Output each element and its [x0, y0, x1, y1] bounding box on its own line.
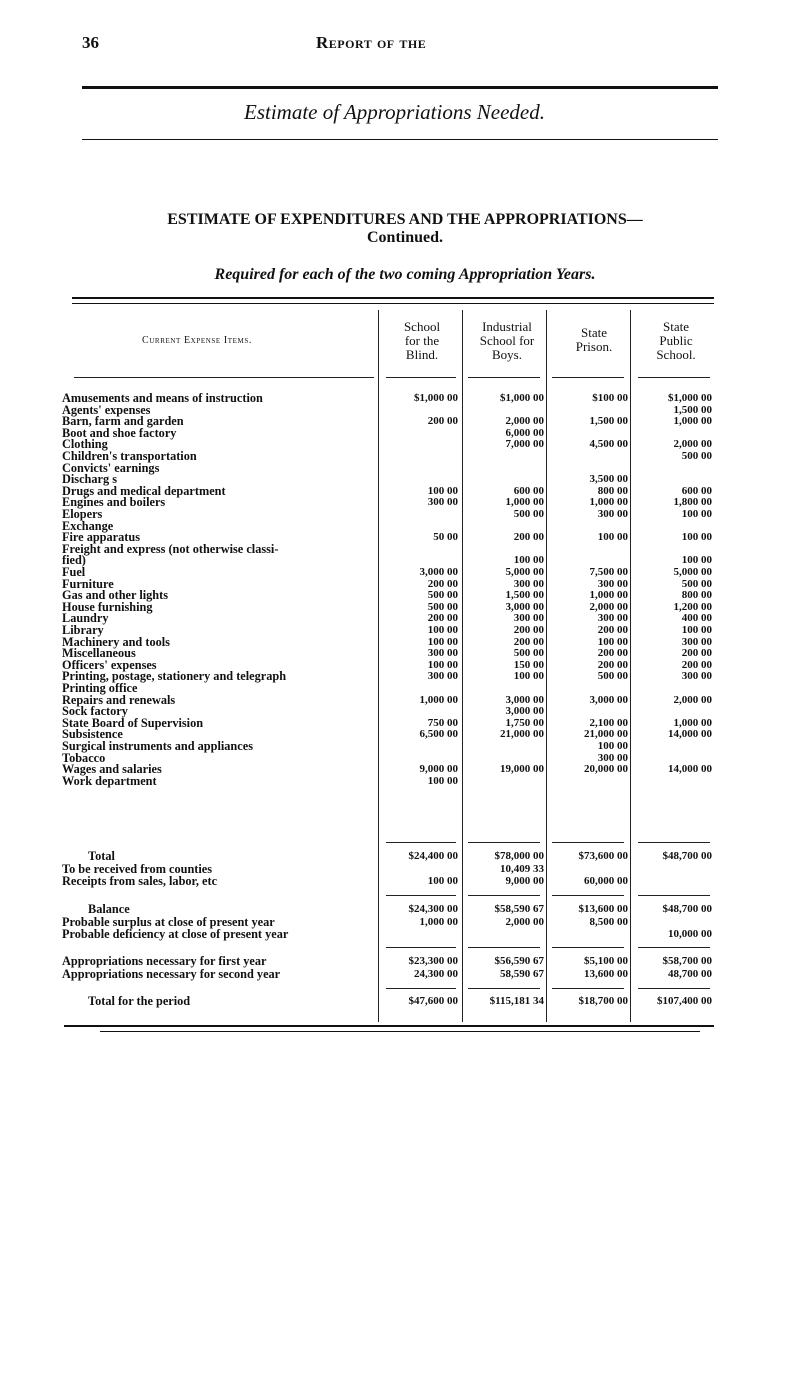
sum-rule	[638, 947, 710, 948]
cell-c4: 300 00	[681, 670, 712, 683]
sum-rule	[468, 895, 540, 896]
cell-c1: 500 00	[427, 589, 458, 602]
cell-c2: 200 00	[513, 624, 544, 636]
sum-rule	[638, 842, 710, 843]
cell-c4: 500 00	[681, 450, 712, 462]
cell-c2: 100 00	[513, 670, 544, 683]
row-label: Laundry	[62, 611, 109, 626]
row-label: Sock factory	[62, 704, 128, 719]
sum-rule	[638, 988, 710, 989]
row-label: Probable deficiency at close of present year	[62, 927, 289, 941]
sum-rule	[552, 988, 624, 989]
row-label: Probable surplus at close of present year	[62, 914, 275, 929]
cell-c3: $18,700 00	[578, 995, 628, 1007]
cell-c4: $58,700 00	[662, 955, 712, 967]
cell-c4: 14,000 00	[668, 763, 712, 776]
row-label: Drugs and medical department	[62, 483, 226, 498]
prison-line1: State	[581, 325, 607, 340]
row-label: Appropriations necessary for first year	[62, 954, 267, 968]
cell-c4: 400 00	[681, 612, 712, 625]
sum-rule	[386, 895, 456, 896]
cell-c1: 1,000 00	[419, 693, 458, 706]
cell-c2: 3,000 00	[505, 693, 544, 706]
column-header-public	[636, 320, 716, 362]
cell-c1: 100 00	[427, 658, 458, 671]
running-title: Report of the	[316, 33, 427, 52]
cell-c1: 200 00	[427, 612, 458, 625]
cell-c3: 200 00	[597, 658, 628, 671]
cell-c4: 2,000 00	[673, 693, 712, 706]
header-underline-c2	[468, 377, 540, 378]
row-label: Agents' expenses	[62, 402, 151, 417]
cell-c1: $24,400 00	[408, 850, 458, 862]
cell-c3: 3,000 00	[589, 693, 628, 706]
row-label: Receipts from sales, labor, etc	[62, 874, 218, 888]
cell-c1: $24,300 00	[408, 903, 458, 915]
blind-line2: for the	[404, 333, 440, 348]
cell-c4: 2,000 00	[673, 438, 712, 451]
cell-c1: 100 00	[427, 635, 458, 648]
cell-c3: 300 00	[597, 612, 628, 625]
cell-c3: 21,000 00	[584, 728, 628, 741]
cell-c4: 100 00	[681, 508, 712, 520]
cell-c2: 200 00	[513, 531, 544, 544]
sum-rule	[468, 947, 540, 948]
cell-c2: 300 00	[513, 612, 544, 625]
row-label: Work department	[62, 773, 157, 788]
sum-rule	[468, 842, 540, 843]
cell-c2: $1,000 00	[500, 392, 544, 404]
sum-rule	[552, 947, 624, 948]
cell-c2: 500 00	[513, 508, 544, 520]
row-label: Gas and other lights	[62, 588, 169, 603]
cell-c3: 100 00	[597, 531, 628, 544]
row-label: Library	[62, 623, 104, 637]
row-label: Fuel	[62, 565, 86, 579]
row-label: Fire apparatus	[62, 530, 140, 545]
row-label: Total for the period	[88, 994, 191, 1008]
cell-c1: 100 00	[427, 875, 458, 887]
cell-c2: 6,000 00	[505, 426, 544, 439]
column-header-boys	[466, 320, 548, 362]
cell-c2: 5,000 00	[505, 566, 544, 578]
cell-c2: $78,000 00	[494, 850, 544, 862]
row-label: Amusements and means of instruction	[62, 391, 263, 405]
row-label: Freight and express (not otherwise classi-	[62, 541, 279, 556]
main-heading	[60, 211, 750, 247]
main-heading-line2: Continued.	[366, 229, 444, 246]
row-label: Machinery and tools	[62, 634, 170, 649]
row-label: Printing, postage, stationery and telegraph	[62, 669, 287, 684]
cell-c2: 150 00	[513, 658, 544, 671]
cell-c3: 3,500 00	[589, 473, 628, 486]
cell-c4: $48,700 00	[662, 850, 712, 862]
cell-c3: 100 00	[597, 635, 628, 648]
cell-c4: 1,800 00	[673, 496, 712, 509]
estimate-title: Estimate of Appropriations Needed.	[244, 100, 545, 124]
cell-c4: 1,000 00	[673, 415, 712, 428]
header-underline-c4	[638, 377, 710, 378]
cell-c4: 48,700 00	[668, 967, 712, 980]
cell-c1: 1,000 00	[419, 915, 458, 928]
page-number: 36	[82, 33, 99, 52]
cell-c1: 500 00	[427, 600, 458, 613]
table-top-rule	[72, 297, 714, 299]
cell-c2: 500 00	[513, 647, 544, 660]
main-heading-line1: ESTIMATE OF EXPENDITURES AND THE APPROPRIATIONS—	[167, 211, 643, 228]
cell-c4: 1,500 00	[673, 403, 712, 416]
cell-c3: 60,000 00	[584, 875, 628, 887]
cell-c1: 300 00	[427, 647, 458, 660]
cell-c2: 1,750 00	[505, 716, 544, 729]
cell-c3: 300 00	[597, 577, 628, 590]
header-underline-c1	[386, 377, 456, 378]
cell-c2: $115,181 34	[489, 995, 544, 1007]
sum-rule	[638, 895, 710, 896]
sum-rule	[386, 842, 456, 843]
cell-c3: 1,000 00	[589, 496, 628, 509]
column-divider-4	[630, 310, 631, 1022]
row-label: Convicts' earnings	[62, 460, 160, 475]
row-label: Appropriations necessary for second year	[62, 966, 281, 981]
cell-c3: $73,600 00	[578, 850, 628, 862]
header-underline-items	[74, 377, 374, 378]
cell-c4: 100 00	[681, 624, 712, 636]
cell-c4: $48,700 00	[662, 903, 712, 915]
cell-c1: 750 00	[427, 716, 458, 729]
cell-c2: 21,000 00	[500, 728, 544, 741]
row-label: Engines and boilers	[62, 495, 166, 510]
column-header-items: Current Expense Items.	[142, 335, 252, 346]
sum-rule	[386, 947, 456, 948]
row-label: Clothing	[62, 437, 108, 452]
public-line2: Public	[659, 333, 693, 348]
row-label: Furniture	[62, 576, 114, 591]
row-label: fied)	[62, 553, 86, 568]
cell-c4: 100 00	[681, 531, 712, 544]
cell-c4: 200 00	[681, 658, 712, 671]
row-label: Children's transportation	[62, 449, 197, 463]
cell-c1: 100 00	[427, 624, 458, 636]
cell-c1: $47,600 00	[408, 995, 458, 1007]
cell-c3: 8,500 00	[589, 915, 628, 928]
cell-c1: 100 00	[427, 774, 458, 787]
row-label: Discharg s	[62, 472, 117, 487]
blind-line1: School	[403, 319, 441, 334]
public-line3: School.	[656, 347, 696, 362]
cell-c2: 100 00	[513, 554, 544, 567]
sum-rule	[468, 988, 540, 989]
cell-c1: 200 00	[427, 415, 458, 428]
row-label: Subsistence	[62, 727, 123, 742]
cell-c1: $1,000 00	[414, 392, 458, 404]
cell-c1: 50 00	[433, 531, 458, 544]
cell-c3: 800 00	[597, 484, 628, 497]
cell-c1: 100 00	[427, 484, 458, 497]
row-label: Miscellaneous	[62, 646, 136, 661]
header-rule	[82, 86, 718, 89]
table-bottom-rule	[64, 1025, 714, 1027]
cell-c3: 4,500 00	[589, 438, 628, 451]
row-label: Wages and salaries	[62, 762, 162, 777]
cell-c3: 300 00	[597, 508, 628, 520]
cell-c4: 10,000 00	[668, 928, 712, 940]
cell-c2: 600 00	[513, 484, 544, 497]
cell-c4: 800 00	[681, 589, 712, 602]
cell-c3: 20,000 00	[584, 763, 628, 776]
cell-c1: 9,000 00	[419, 763, 458, 776]
cell-c4: 100 00	[681, 554, 712, 567]
cell-c3: 300 00	[597, 751, 628, 764]
cell-c1: 300 00	[427, 496, 458, 509]
sum-rule	[386, 988, 456, 989]
cell-c3: 200 00	[597, 647, 628, 660]
cell-c3: 7,500 00	[589, 566, 628, 578]
cell-c3: 13,600 00	[584, 967, 628, 980]
blind-line3: Blind.	[405, 347, 439, 362]
cell-c2: 19,000 00	[500, 763, 544, 776]
column-divider-3	[546, 310, 547, 1022]
cell-c4: 200 00	[681, 647, 712, 660]
cell-c2: 10,409 33	[500, 862, 544, 875]
cell-c2: $58,590 67	[494, 903, 544, 915]
cell-c4: 1,000 00	[673, 716, 712, 729]
row-label: To be received from counties	[62, 861, 213, 876]
row-label: Officers' expenses	[62, 657, 157, 672]
public-line1: State	[663, 319, 689, 334]
cell-c2: 2,000 00	[505, 915, 544, 928]
cell-c2: $56,590 67	[494, 955, 544, 967]
row-label: Barn, farm and garden	[62, 414, 184, 429]
subheading: Required for each of the two coming Appropriation Years.	[214, 266, 596, 283]
table-top-rule-2	[72, 303, 714, 304]
column-header-prison	[554, 326, 634, 354]
prison-line2: Prison.	[575, 339, 613, 354]
cell-c1: 24,300 00	[414, 967, 458, 980]
row-label: Total	[88, 849, 115, 863]
row-label: Printing office	[62, 681, 138, 695]
cell-c2: 58,590 67	[500, 967, 544, 980]
row-label: Elopers	[62, 507, 103, 521]
cell-c1: 200 00	[427, 577, 458, 590]
cell-c3: 2,100 00	[589, 716, 628, 729]
cell-c3: $100 00	[592, 392, 628, 404]
sum-rule	[552, 842, 624, 843]
row-label: Tobacco	[62, 750, 106, 765]
cell-c4: $107,400 00	[657, 995, 712, 1007]
cell-c3: 100 00	[597, 740, 628, 752]
cell-c1: 3,000 00	[419, 566, 458, 578]
row-label: House furnishing	[62, 599, 153, 614]
table-bottom-rule-2	[100, 1031, 700, 1032]
cell-c4: 500 00	[681, 577, 712, 590]
cell-c2: 7,000 00	[505, 438, 544, 451]
cell-c2: 9,000 00	[505, 875, 544, 887]
cell-c2: 3,000 00	[505, 705, 544, 718]
row-label: Exchange	[62, 518, 114, 533]
cell-c1: $23,300 00	[408, 955, 458, 967]
cell-c2: 3,000 00	[505, 600, 544, 613]
cell-c2: 300 00	[513, 577, 544, 590]
cell-c3: 2,000 00	[589, 600, 628, 613]
cell-c2: 200 00	[513, 635, 544, 648]
cell-c3: $13,600 00	[578, 903, 628, 915]
cell-c3: 1,500 00	[589, 415, 628, 428]
cell-c1: 300 00	[427, 670, 458, 683]
title-rule	[82, 139, 718, 140]
cell-c3: 200 00	[597, 624, 628, 636]
cell-c4: 5,000 00	[673, 566, 712, 578]
header-underline-c3	[552, 377, 624, 378]
row-label: Surgical instruments and appliances	[62, 739, 253, 753]
cell-c4: 1,200 00	[673, 600, 712, 613]
row-label: State Board of Supervision	[62, 715, 204, 730]
boys-line2: School for	[479, 333, 535, 348]
cell-c4: 14,000 00	[668, 728, 712, 741]
cell-c4: 300 00	[681, 635, 712, 648]
cell-c2: 1,000 00	[505, 496, 544, 509]
cell-c2: 1,500 00	[505, 589, 544, 602]
row-label: Balance	[88, 902, 130, 916]
row-label: Repairs and renewals	[62, 692, 176, 707]
cell-c4: 600 00	[681, 484, 712, 497]
cell-c1: 6,500 00	[419, 728, 458, 741]
row-label: Boot and shoe factory	[62, 425, 177, 440]
sum-rule	[552, 895, 624, 896]
cell-c3: $5,100 00	[584, 955, 628, 967]
column-header-blind	[384, 320, 460, 362]
cell-c3: 500 00	[597, 670, 628, 683]
boys-line3: Boys.	[492, 347, 522, 362]
cell-c2: 2,000 00	[505, 415, 544, 428]
cell-c4: $1,000 00	[668, 392, 712, 404]
boys-line1: Industrial	[482, 319, 532, 334]
cell-c3: 1,000 00	[589, 589, 628, 602]
